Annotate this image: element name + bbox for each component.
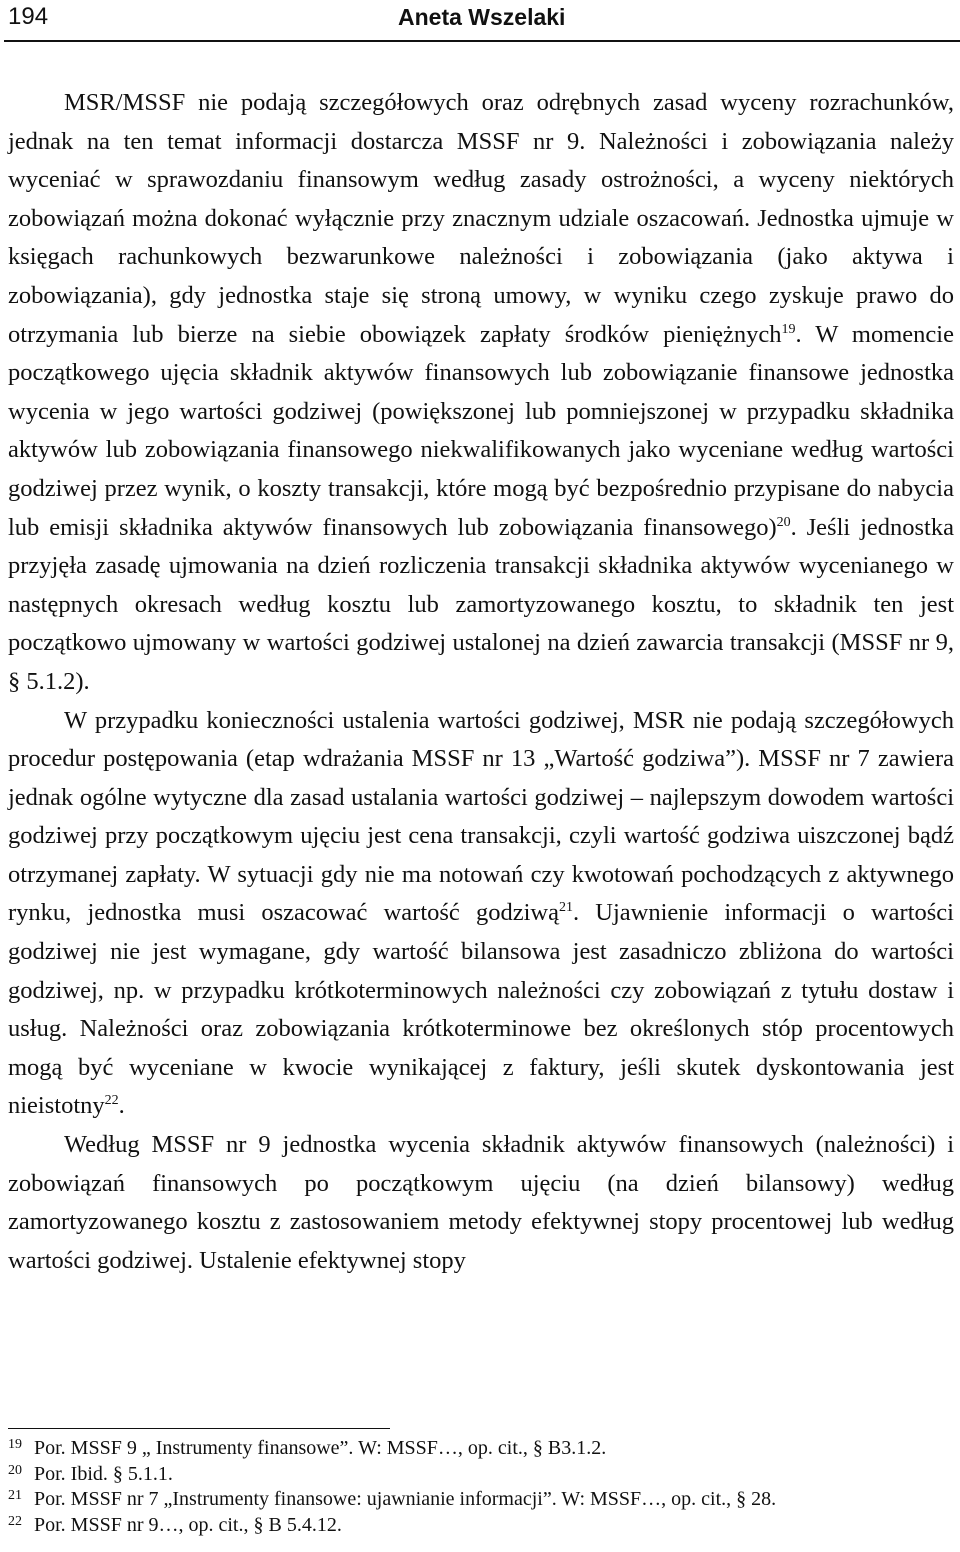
- paragraph-text: .: [118, 1092, 125, 1120]
- paragraph-text: MSR/MSSF nie podają szczegółowych oraz odrębnych zasad wyceny rozrachunków, jednak na ten temat informacji dostarcza MSSF nr 9. Należności i zobowiązania należy wyceniać w sprawozdaniu finansowym według zasady ostrożności, a wyceny niektórych zobowiązań można dokonać wyłącznie przy znacznym udziale oszacowań. Jednostka ujmuje w księgach rachunkowych bezwarunkowe należności i zobowiązania (jako aktywa i zobowiązania), gdy jednostka staje się stroną umowy, w wyniku czego zyskuje prawo do otrzymania lub bierze na siebie obowiązek zapłaty środków pieniężnych: [8, 89, 954, 348]
- footnote-number: 21: [8, 1488, 22, 1504]
- footnote-ref: 22: [104, 1093, 119, 1109]
- footnote-text: Por. Ibid. § 5.1.1.: [34, 1462, 173, 1485]
- paragraph-text: . Ujawnienie informacji o wartości godziwej nie jest wymagane, gdy wartość bilansowa jest zasadniczo zbliżona do wartości godziwej, np. w przypadku krótkoterminowych należności czy zobowiązań z tytułu dostaw i usług. Należności oraz zobowiązania krótkoterminowe bez określonych stóp procentowych mogą być wyceniane w kwocie wynikającej z faktury, jeśli skutek dyskontowania jest nieistotny: [8, 899, 954, 1120]
- footnote-ref: 19: [781, 321, 796, 337]
- footnote-text: Por. MSSF nr 9…, op. cit., § B 5.4.12.: [34, 1513, 342, 1536]
- footnote: [8, 1436, 954, 1462]
- footnote-number: 22: [8, 1513, 22, 1529]
- page-number: 194: [8, 3, 49, 30]
- page-header: [0, 0, 960, 36]
- footnote: [8, 1487, 954, 1513]
- paragraph-1: [8, 84, 954, 702]
- paragraph-2: [8, 702, 954, 1127]
- footnote-number: 19: [8, 1437, 22, 1452]
- footnote-text: Por. MSSF 9 „ Instrumenty finansowe”. W: MSSF…, op. cit., § B3.1.2.: [34, 1437, 607, 1459]
- footnote-text: Por. MSSF nr 7 „Instrumenty finansowe: ujawnianie informacji”. W: MSSF…, op. cit., § 28.: [34, 1488, 777, 1511]
- footnote-ref: 20: [776, 514, 791, 530]
- footnote-number: 20: [8, 1462, 22, 1478]
- paragraph-text: . W momencie początkowego ujęcia składnik aktywów finansowych lub zobowiązanie finansowe jednostka wycenia w jego wartości godziwej (powiększonej lub pomniejszonej w przypadku składnika aktywów lub zobowiązania finansowego niekwalifikowanych jako wyceniane według wartości godziwej przez wynik, o koszty transakcji, które mogą być bezpośrednio przypisane do nabycia lub emisji składnika aktywów finansowych lub zobowiązania finansowego): [8, 320, 954, 541]
- body-text: [8, 84, 954, 1280]
- paragraph-3: [8, 1126, 954, 1280]
- footnotes: [8, 1436, 954, 1538]
- footnote-rule: [8, 1428, 390, 1429]
- paragraph-text: Według MSSF nr 9 jednostka wycenia składnik aktywów finansowych (należności) i zobowiązań finansowych po początkowym ujęciu (na dzień bilansowy) według zamortyzowanego kosztu z zastosowaniem metody efektywnej stopy procentowej lub według wartości godziwej. Ustalenie efektywnej stopy: [8, 1131, 954, 1274]
- paragraph-text: W przypadku konieczności ustalenia wartości godziwej, MSR nie podają szczegółowych procedur postępowania (etap wdrażania MSSF nr 13 „Wartość godziwa”). MSSF nr 7 zawiera jednak ogólne wytyczne dla zasad ustalania wartości godziwej – najlepszym dowodem wartości godziwej przy początkowym ujęciu jest cena transakcji, czyli wartość godziwa uiszczonej bądź otrzymanej zapłaty. W sytuacji gdy nie ma notowań czy kwotowań pochodzących z aktywnego rynku, jednostka musi oszacować wartość godziwą: [8, 706, 954, 927]
- footnote-ref: 21: [558, 900, 573, 916]
- footnote: [8, 1513, 954, 1539]
- header-rule: [4, 40, 960, 42]
- footnote: [8, 1462, 954, 1488]
- running-head-author: Aneta Wszelaki: [398, 4, 566, 30]
- paragraph-text: . Jeśli jednostka przyjęła zasadę ujmowania na dzień rozliczenia transakcji składnika aktywów wycenianego w następnych okresach według kosztu lub zamortyzowanego kosztu, to składnik ten jest początkowo ujmowany w wartości godziwej ustalonej na dzień zawarcia transakcji (MSSF nr 9, § 5.1.2).: [8, 513, 954, 695]
